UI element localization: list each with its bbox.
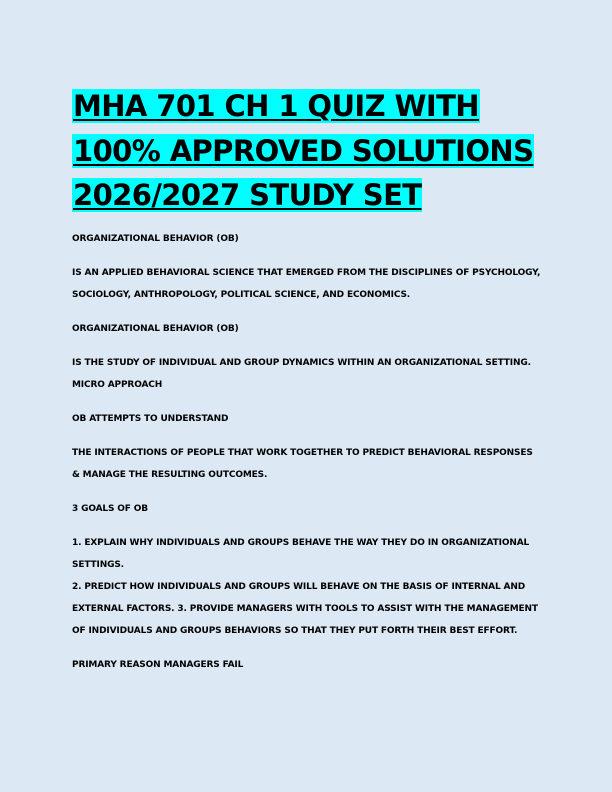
title-line [72,173,422,218]
definition-text: MICRO APPROACH [72,379,163,390]
term-block [72,408,542,430]
term-text: OB ATTEMPTS TO UNDERSTAND [72,413,229,424]
term-block [72,498,542,520]
definition-block [72,262,542,306]
document-page [72,84,542,688]
definition-text: IS THE STUDY OF INDIVIDUAL AND GROUP DYNAMICS WITHIN AN ORGANIZATIONAL SETTING. [72,357,531,368]
definition-text: 1. EXPLAIN WHY INDIVIDUALS AND GROUPS BEHAVE THE WAY THEY DO IN ORGANIZATIONAL SETTINGS. [72,537,530,570]
term-block [72,654,542,676]
definition-block [72,532,542,642]
term-text: 3 GOALS OF OB [72,503,149,514]
document-title [72,84,542,218]
title-line-text: 2026/2027 STUDY SET [73,178,422,212]
title-line [72,129,534,174]
term-text: PRIMARY REASON MANAGERS FAIL [72,659,244,670]
term-block [72,318,542,340]
definition-text: IS AN APPLIED BEHAVIORAL SCIENCE THAT EMERGED FROM THE DISCIPLINES OF PSYCHOLOGY, SOCIOLOGY, ANTHROPOLOGY, POLITICAL SCIENCE, AND ECONOMICS. [72,267,541,300]
term-block [72,228,542,250]
title-line-text: MHA 701 CH 1 QUIZ WITH [73,89,479,123]
title-line [72,84,480,129]
definition-text: 2. PREDICT HOW INDIVIDUALS AND GROUPS WILL BEHAVE ON THE BASIS OF INTERNAL AND EXTERNAL FACTORS. 3. PROVIDE MANAGERS WITH TOOLS TO ASSIST WITH THE MANAGEMENT OF INDIVIDUALS AND GROUPS BEHAVIORS SO THAT THEY PUT FORTH THEIR BEST EFFORT. [72,581,538,636]
term-text: ORGANIZATIONAL BEHAVIOR (OB) [72,323,239,334]
term-text: ORGANIZATIONAL BEHAVIOR (OB) [72,233,239,244]
definition-text: THE INTERACTIONS OF PEOPLE THAT WORK TOGETHER TO PREDICT BEHAVIORAL RESPONSES & MANAGE THE RESULTING OUTCOMES. [72,447,533,480]
title-line-text: 100% APPROVED SOLUTIONS [73,133,534,168]
definition-block [72,352,542,396]
definition-block [72,442,542,486]
